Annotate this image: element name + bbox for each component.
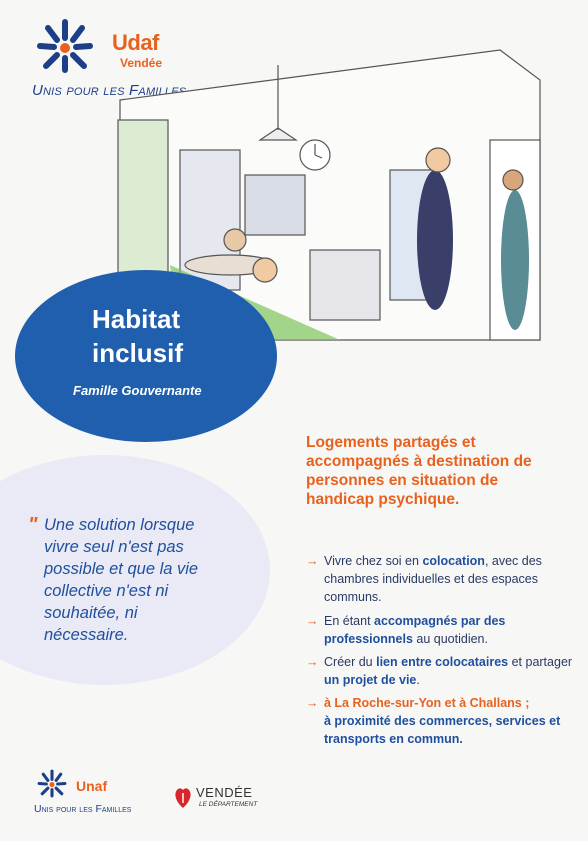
bullet-location: → à La Roche-sur-Yon et à Challans ; à proximité des commerces, services et transports en commun.: [306, 696, 561, 746]
vendee-name: VENDÉE: [196, 785, 253, 800]
headline: Logements partagés et accompagnés à destination de personnes en situation de handicap psychique.: [306, 434, 532, 508]
brand-name: Udaf: [112, 30, 159, 55]
unaf-name: Unaf: [76, 778, 108, 794]
arrow-icon: →: [306, 696, 319, 710]
title-line-inclusif: inclusif: [92, 338, 184, 368]
title-line-habitat: Habitat: [92, 304, 181, 334]
arrow-icon: →: [306, 554, 319, 568]
brand-tagline: Unis pour les Familles: [32, 82, 187, 99]
quote-text: Une solution lorsque vivre seul n'est pas possible et que la vie collective n'est ni souhaitée, ni nécessaire.: [44, 516, 199, 644]
bullet-colocation: → Vivre chez soi en colocation, avec des chambres individuelles et des espaces communs.: [306, 554, 542, 604]
arrow-icon: →: [306, 614, 319, 628]
title-subtitle: Famille Gouvernante: [73, 383, 202, 398]
quote-mark: ": [28, 514, 38, 536]
bullet-accompagnes: → En étant accompagnés par des professionnels au quotidien.: [306, 614, 506, 646]
vendee-heart-icon: [172, 784, 194, 810]
vendee-subtitle: LE DÉPARTEMENT: [199, 801, 258, 808]
arrow-icon: →: [306, 655, 319, 669]
unaf-logo-icon: [34, 766, 70, 802]
brand-subtitle: Vendée: [120, 56, 163, 70]
unaf-tagline: Unis pour les Familles: [34, 803, 132, 815]
bullet-lien: → Créer du lien entre colocataires et partager un projet de vie.: [306, 655, 573, 687]
